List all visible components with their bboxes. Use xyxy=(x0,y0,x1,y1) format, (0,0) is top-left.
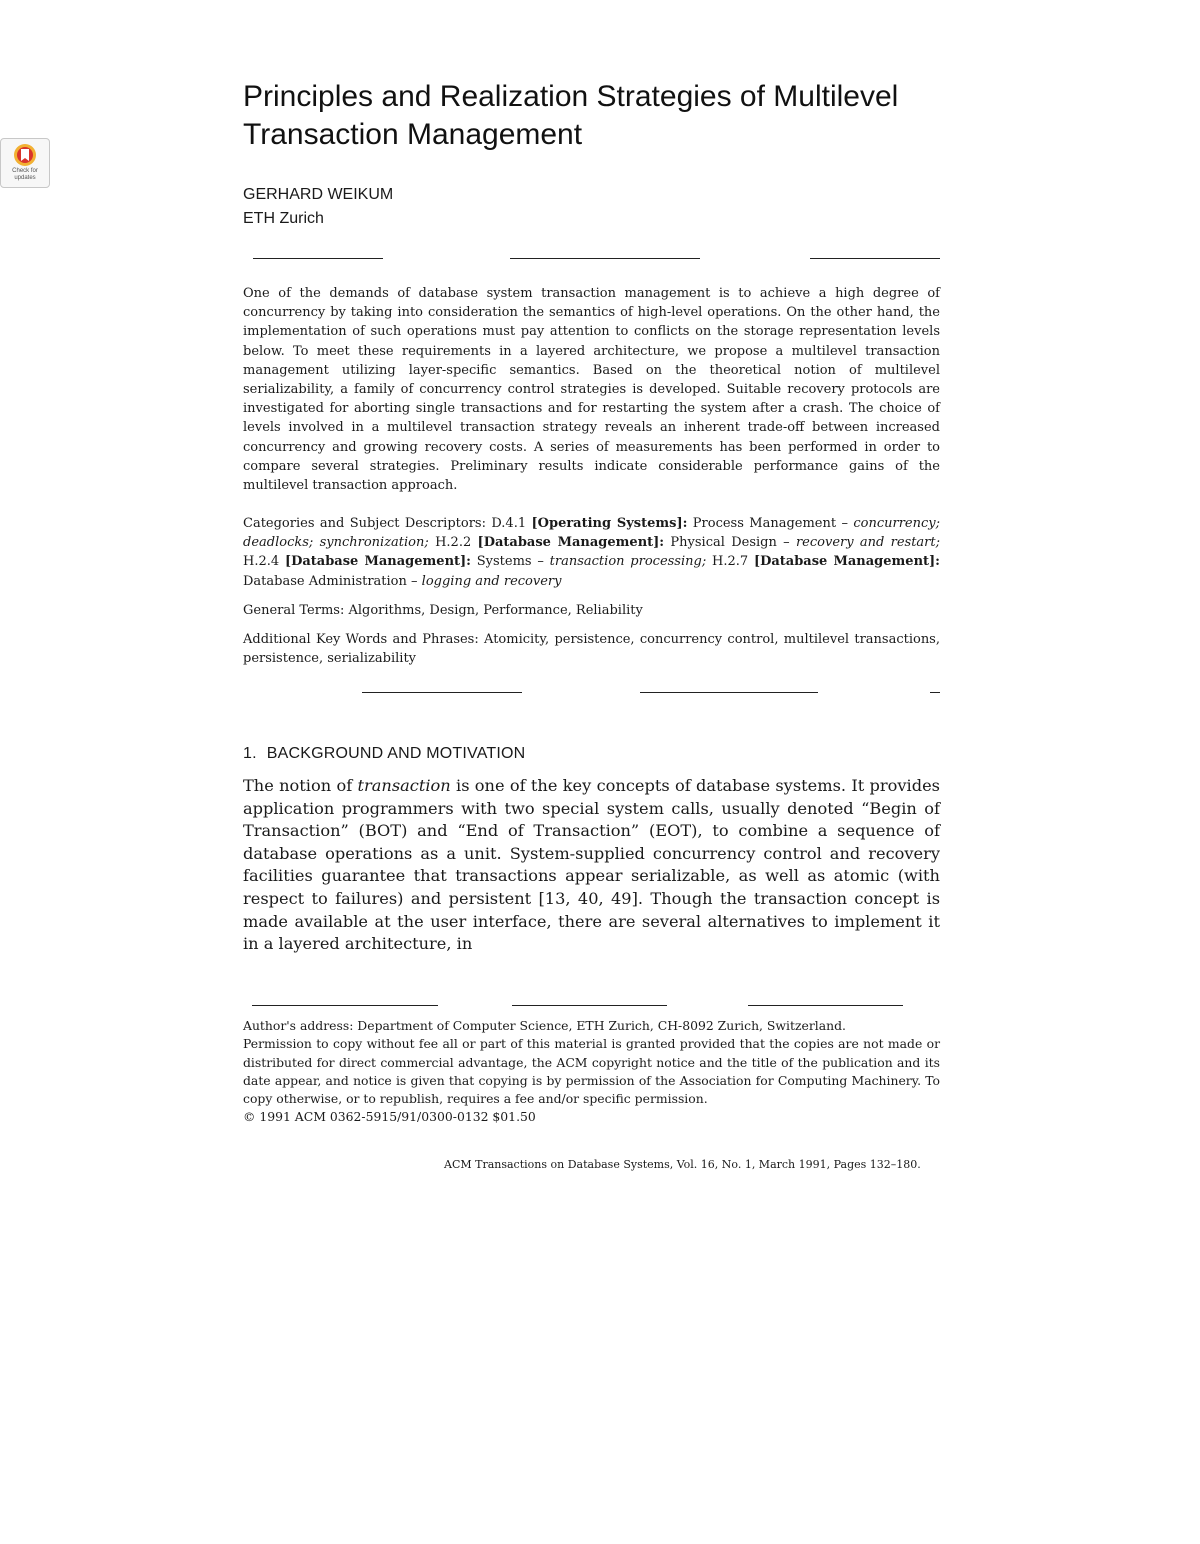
separator-rule xyxy=(362,692,522,693)
bookmark-icon xyxy=(12,143,38,167)
check-for-updates-badge[interactable] xyxy=(0,138,50,188)
section-heading: 1. BACKGROUND AND MOTIVATION xyxy=(243,745,526,762)
running-footer: ACM Transactions on Database Systems, Vol. 16, No. 1, March 1991, Pages 132–180. xyxy=(444,1158,921,1171)
badge-label: Check for updates xyxy=(12,168,38,181)
separator-rule xyxy=(512,1005,667,1006)
author-address: Author's address: Department of Computer Science, ETH Zurich, CH-8092 Zurich, Switzerland. xyxy=(243,1018,846,1033)
separator-rule xyxy=(640,692,818,693)
copyright-line: © 1991 ACM 0362-5915/91/0300-0132 $01.50 xyxy=(243,1109,536,1125)
author-name: GERHARD WEIKUM xyxy=(243,186,394,203)
separator-rule xyxy=(810,258,940,259)
paper-title: Principles and Realization Strategies of Multilevel Transaction Management xyxy=(243,80,899,151)
permission-notice: Permission to copy without fee all or part of this material is granted provided that the copies are not made or distributed for direct commercial advantage, the ACM copyright notice and the title of the publication and its date appear, and notice is given that copying is by permission of the Association for Computing Machinery. To copy otherwise, or to republish, requires a fee and/or specific permission. xyxy=(243,1036,940,1107)
separator-rule xyxy=(748,1005,903,1006)
separator-rule xyxy=(930,692,940,693)
separator-rule xyxy=(253,258,383,259)
separator-rule xyxy=(252,1005,438,1006)
abstract: One of the demands of database system transaction management is to achieve a high degree of concurrency by taking into consideration the semantics of high-level operations. On the other hand, the implementation of such operations must pay attention to conflicts on the storage representation levels below. To meet these requirements in a layered architecture, we propose a multilevel transaction management utilizing layer-specific semantics. Based on the theoretical notion of multilevel serializability, a family of concurrency control strategies is developed. Suitable recovery protocols are investigated for aborting single transactions and for restarting the system after a crash. The choice of levels involved in a multilevel transaction strategy reveals an inherent trade-off between increased concurrency and growing recovery costs. A series of measurements has been performed in order to compare several strategies. Preliminary results indicate considerable performance gains of the multilevel transaction approach. xyxy=(243,286,940,494)
key-words: Additional Key Words and Phrases: Atomicity, persistence, concurrency control, multilevel transactions, persistence, serializability xyxy=(243,632,940,667)
categories-descriptors: Categories and Subject Descriptors: D.4.1 [Operating Systems]: Process Management – concurrency; deadlocks; synchronization; H.2.2 [Database Management]: Physical Design – recovery and restart; H.2.4 [Database Management]: Systems – transaction processing; H.2.7 [Database Management]: Database Administration – logging and recovery xyxy=(243,516,941,589)
separator-rule xyxy=(510,258,700,259)
general-terms: General Terms: Algorithms, Design, Performance, Reliability xyxy=(243,603,643,618)
body-paragraph: The notion of transaction is one of the key concepts of database systems. It provides application programmers with two special system calls, usually denoted “Begin of Transaction” (BOT) and “End of Transaction” (EOT), to combine a sequence of database operations as a unit. System-supplied concurrency control and recovery facilities guarantee that transactions appear serializable, as well as atomic (with respect to failures) and persistent [13, 40, 49]. Though the transaction concept is made available at the user interface, there are several alternatives to implement it in a layered architecture, in xyxy=(243,776,940,954)
footnote xyxy=(243,1017,940,1127)
author-affiliation: ETH Zurich xyxy=(243,210,324,227)
